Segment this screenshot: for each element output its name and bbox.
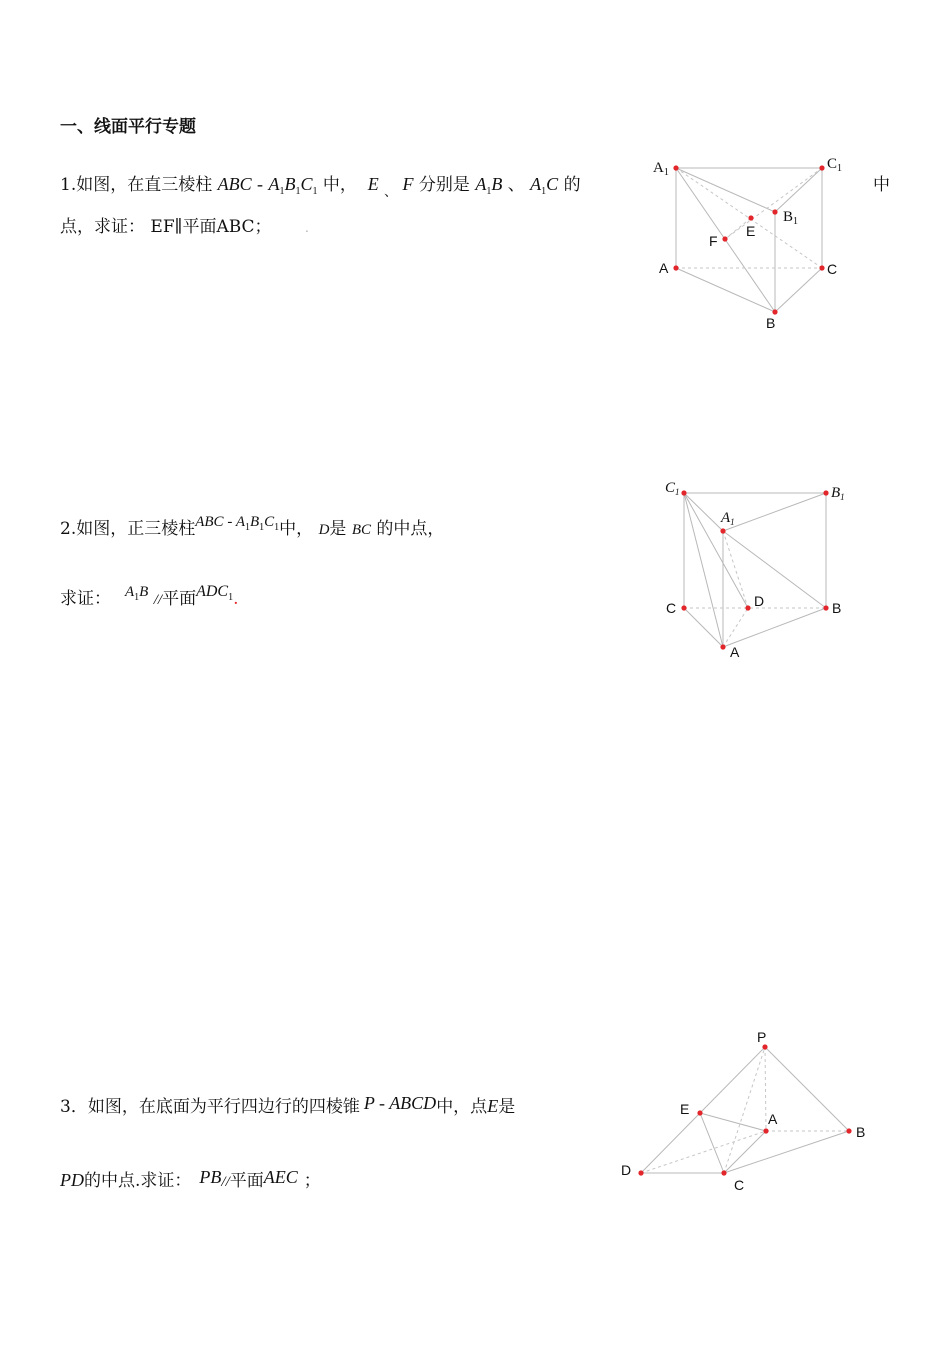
point-a1: [720, 528, 725, 533]
subscript: 1: [486, 186, 492, 197]
problem2-zhong: 中，: [279, 519, 314, 539]
label-a1: $A_1$: [653, 160, 669, 178]
subscript: 1: [279, 186, 285, 197]
adc: ADC: [196, 583, 229, 600]
abc: ABC: [195, 514, 224, 530]
point-d: [745, 605, 750, 610]
point-f: F: [402, 174, 414, 194]
subscript: 1: [312, 186, 318, 197]
point-a: [673, 265, 678, 270]
point-a: [720, 644, 725, 649]
segment-a1b: [125, 584, 149, 603]
problem3-midpoint: 的中点.求证：: [84, 1171, 192, 1191]
segment-bc: BC: [351, 522, 371, 538]
label-b: B: [856, 1124, 866, 1140]
b1-letter: B: [249, 514, 260, 530]
label-b: B: [832, 600, 842, 616]
label-a: A: [768, 1111, 778, 1127]
segment-pd: PD: [60, 1170, 84, 1190]
segment-a1b: [475, 174, 503, 197]
problem3-mid: 中，点: [436, 1097, 488, 1117]
subscript: 1: [274, 522, 280, 533]
parallel-symbol: //: [153, 592, 163, 608]
label-d: D: [621, 1162, 632, 1178]
a1-letter: A: [268, 174, 280, 194]
problem1-claim: 点，求证： EF∥平面ABC；: [60, 217, 272, 237]
point-b1: [823, 490, 828, 495]
problem1-zhong: 中，: [322, 175, 357, 195]
problem1-line2: [60, 212, 309, 237]
label-c1: $C_1$: [665, 480, 680, 497]
point-p: [762, 1044, 767, 1049]
label-c: C: [666, 600, 677, 616]
label-a1: $A_1$: [721, 510, 735, 527]
label-c1: $C_1$: [827, 156, 843, 174]
label-p: P: [757, 1029, 767, 1045]
separator: 、: [384, 185, 398, 200]
point-b: [823, 605, 828, 610]
problem2-suffix: 的中点，: [376, 519, 445, 539]
c1-letter: C: [300, 174, 313, 194]
b-letter: B: [139, 584, 149, 600]
subscript: 1: [259, 522, 265, 533]
subscript: 1: [244, 522, 250, 533]
point-d: [638, 1170, 643, 1175]
point-e: [748, 215, 753, 220]
label-b1: $B_1$: [783, 209, 799, 227]
problem3-line2: [60, 1166, 321, 1191]
segment-a1c: [530, 174, 559, 197]
semicolon: ；: [303, 1171, 321, 1191]
figure-pyramid-3: [610, 1020, 880, 1200]
plane-word: 平面: [229, 1171, 264, 1191]
p-letter: P: [363, 1093, 375, 1113]
label-c: C: [827, 261, 838, 277]
problem3-shi: 是: [498, 1097, 516, 1117]
a-letter: A: [475, 174, 487, 194]
point-a: [763, 1128, 768, 1133]
subscript: 1: [228, 592, 234, 603]
problem2-line1: [60, 514, 444, 541]
problem1-de: 的: [563, 175, 581, 195]
label-c: C: [734, 1177, 745, 1193]
a-letter: A: [530, 174, 542, 194]
problem1-prefix: 1.如图，在直三棱柱: [60, 175, 213, 195]
label-f: F: [709, 233, 718, 249]
point-c: [681, 605, 686, 610]
problem2-line2: [60, 584, 239, 611]
point-e: [697, 1110, 702, 1115]
prism-abc: ABC: [217, 174, 252, 194]
section-title: 一、线面平行专题: [60, 117, 196, 137]
period: .: [233, 589, 239, 609]
point-f: [722, 236, 727, 241]
subscript: 1: [134, 592, 140, 603]
subscript: 1: [295, 186, 301, 197]
problem1-zhong-right: 中: [873, 175, 890, 195]
figure-prism-1: [640, 150, 910, 340]
a1-letter: A: [235, 514, 245, 530]
a-letter: A: [125, 584, 135, 600]
stray-dot: .: [304, 221, 309, 235]
prism-abc: [195, 514, 280, 533]
point-c1: [819, 165, 824, 170]
pyramid-p-abcd: [364, 1093, 436, 1113]
point-e: E: [367, 174, 379, 194]
label-a: A: [659, 260, 669, 276]
point-b1: [772, 209, 777, 214]
plane-aec: AEC: [263, 1167, 298, 1187]
label-d: D: [754, 593, 765, 609]
point-a1: [673, 165, 678, 170]
figure-prism-2: [650, 470, 860, 670]
b-letter: B: [491, 174, 503, 194]
abcd: ABCD: [389, 1093, 437, 1113]
problem2-prefix: 2.如图，正三棱柱: [60, 519, 196, 539]
problem3-prefix: 3．如图，在底面为平行四边行的四棱锥: [60, 1097, 360, 1117]
label-b: B: [766, 315, 776, 331]
label-e: E: [680, 1101, 690, 1117]
parallel-symbol: //: [221, 1174, 230, 1190]
plane-adc1: [196, 583, 234, 603]
separator: 、: [507, 175, 525, 195]
problem1-line1: [60, 170, 581, 200]
point-c1: [681, 490, 686, 495]
subscript: 1: [541, 186, 547, 197]
problem2-shi: 是: [329, 519, 347, 539]
point-d: D: [318, 522, 330, 538]
prism-a1b1c1: [268, 174, 318, 197]
prove-label: 求证：: [60, 589, 111, 609]
point-c: [721, 1170, 726, 1175]
plane-word: 平面: [162, 589, 197, 609]
dash: -: [379, 1093, 385, 1113]
c-letter: C: [546, 174, 559, 194]
problem1-fenbie: 分别是: [418, 175, 470, 195]
point-e: E: [487, 1096, 499, 1116]
problem3-line1: [60, 1092, 515, 1117]
point-b: [772, 309, 777, 314]
c1-letter: C: [264, 514, 275, 530]
dash: -: [257, 174, 264, 194]
point-c: [819, 265, 824, 270]
point-b: [846, 1128, 851, 1133]
dash: -: [227, 514, 233, 530]
label-b1: $B_1$: [831, 485, 845, 502]
label-a: A: [730, 644, 740, 660]
label-e: E: [746, 223, 756, 239]
b1-letter: B: [284, 174, 296, 194]
segment-pb: PB: [199, 1167, 222, 1187]
